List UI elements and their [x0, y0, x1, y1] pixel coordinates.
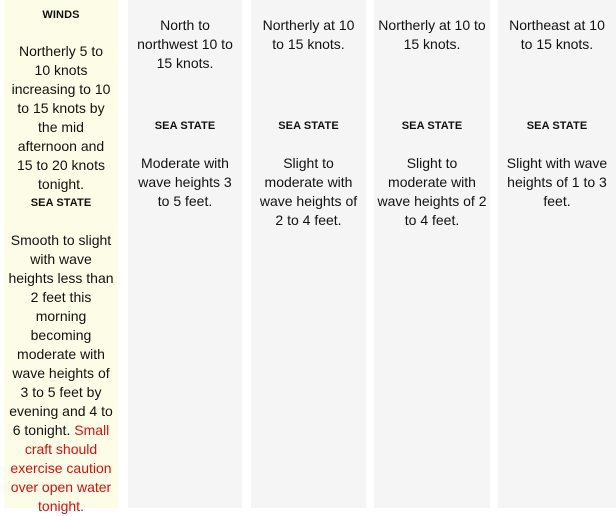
winds-text: Northerly at 10 to 15 knots. — [262, 17, 355, 52]
winds-text: North to northwest 10 to 15 knots. — [137, 17, 233, 71]
winds-text: Northerly 5 to 10 knots increasing to 10 to 15 knots by the mid afternoon and 15 to 20 knots tonight. — [11, 43, 111, 192]
sea-state-header: SEA STATE — [30, 197, 92, 209]
winds-text: Northeast at 10 to 15 knots. — [509, 17, 605, 52]
winds-text: Northerly at 10 to 15 knots. — [378, 17, 486, 52]
forecast-column-5 — [498, 0, 616, 508]
sea-state-text: Slight to moderate with wave heights of 2 to 4 feet. — [259, 155, 358, 228]
sea-state-header: SEA STATE — [278, 120, 339, 132]
winds-header: WINDS — [42, 9, 80, 21]
forecast-column-4 — [374, 0, 490, 508]
small-craft-advisory: Small craft should exercise caution over open water tonight. — [10, 422, 112, 514]
forecast-column-3 — [251, 0, 366, 508]
sea-state-header: SEA STATE — [401, 120, 463, 132]
sea-state-text — [8, 231, 114, 516]
sea-state-header: SEA STATE — [154, 120, 216, 132]
forecast-column-today — [4, 0, 118, 514]
sea-state-text: Slight with wave heights of 1 to 3 feet. — [506, 155, 608, 209]
sea-state-text: Moderate with wave heights 3 to 5 feet. — [138, 155, 232, 209]
sea-state-text: Slight to moderate with wave heights of 2 to 4 feet. — [377, 155, 487, 228]
sea-state-description: Smooth to slight with wave heights less than 2 feet this morning becoming moderate with wave heights of 3 to 5 feet by evening and 4 to 6 tonight. — [8, 232, 114, 438]
forecast-column-2 — [128, 0, 242, 508]
sea-state-header: SEA STATE — [526, 120, 588, 132]
